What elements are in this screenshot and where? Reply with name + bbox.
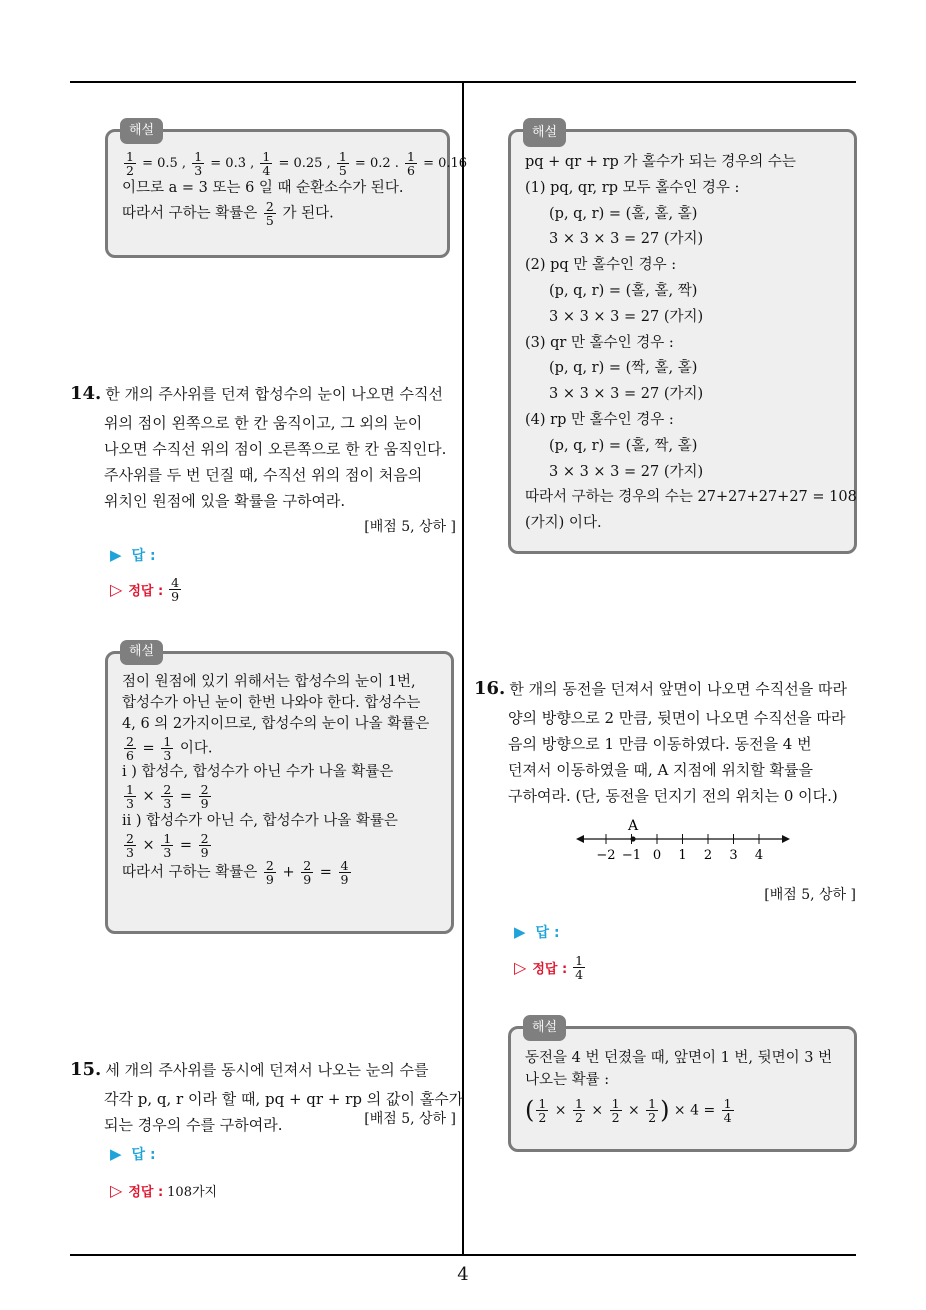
fraction: $\frac{2}{5}$ (265, 198, 274, 228)
number-line-tick-label: 1 (678, 848, 687, 863)
page-number: 4 (457, 1264, 469, 1285)
score-label: [배점 5, 상하 ] (364, 1111, 456, 1127)
solution-line: (p, q, r) = (홀, 짝, 홀) (549, 437, 698, 454)
triangle-icon: ▶ (514, 923, 526, 941)
solution-box-13 (105, 123, 468, 258)
solution-line: $\frac{2}{3}$ × $\frac{1}{3}$ = $\frac{2}{9}$ (126, 830, 209, 860)
solution-line: (p, q, r) = (짝, 홀, 홀) (549, 360, 698, 377)
column-divider (462, 83, 464, 1255)
solution-line: 나오는 확률 : (525, 1072, 610, 1089)
solution-line: (p, q, r) = (홀, 홀, 홀) (549, 205, 698, 222)
solution-line: 합성수가 아닌 눈이 한번 나와야 한다. 합성수는 (122, 695, 421, 712)
question-line: 각각 p, q, r 이라 할 때, pq + qr + rp 의 값이 홀수가 (104, 1089, 464, 1108)
solution-line: (2) pq 만 홀수인 경우 : (525, 257, 677, 274)
solution-tag: 해설 (120, 640, 163, 665)
triangle-icon: ▶ (110, 1145, 122, 1163)
solution-line: (4) rp 만 홀수인 경우 : (525, 411, 674, 428)
solution-line: 3 × 3 × 3 = 27 (가지) (549, 308, 704, 325)
question-line: 주사위를 두 번 던질 때, 수직선 위의 점이 처음의 (104, 466, 423, 484)
correct-answer-14: ▷ 정답 : $\frac{4}{9}$ (110, 575, 180, 605)
question-16 (474, 673, 860, 810)
fraction: $\frac{1}{2}$ (126, 149, 134, 179)
solution-line: 따라서 구하는 경우의 수는 27+27+27+27 = 108 (525, 489, 857, 506)
point-a-marker (630, 836, 635, 841)
number-line-tick-label: 2 (703, 848, 713, 863)
solution-line: 3 × 3 × 3 = 27 (가지) (549, 231, 704, 248)
fraction: $\frac{1}{4}$ (262, 149, 271, 179)
answer-row-14: ▶ 답 : (110, 546, 156, 564)
solution-box-16 (508, 1020, 857, 1152)
solution-line: (가지) 이다. (525, 515, 602, 532)
solution-tag: 해설 (120, 118, 163, 144)
solution-line: 4, 6 의 2가지이므로, 합성수의 눈이 나올 확률은 (122, 716, 430, 733)
score-label: [배점 5, 상하 ] (764, 887, 856, 903)
number-line (576, 815, 792, 865)
question-line: 음의 방향으로 1 만큼 이동하였다. 동전을 4 번 (508, 734, 812, 753)
question-number: 16. (474, 678, 506, 699)
solution-line: i ) 합성수, 합성수가 아닌 수가 나올 확률은 (122, 764, 394, 781)
correct-answer-15: ▷ 정답 : 108가지 (110, 1181, 218, 1200)
score-label: [배점 5, 상하 ] (364, 518, 456, 535)
solution-box-15 (508, 125, 857, 554)
fraction: $\frac{1}{3}$ (194, 149, 203, 179)
solution-line: pq + qr + rp 가 홀수가 되는 경우의 수는 (525, 154, 796, 170)
point-a-label: A (627, 818, 639, 834)
question-line: 위의 점이 왼쪽으로 한 칸 움직이고, 그 외의 눈이 (104, 413, 423, 432)
solution-line: (p, q, r) = (홀, 홀, 짝) (549, 282, 698, 299)
question-line: 구하여라. (단, 동전을 던지기 전의 위치는 0 이다.) (508, 787, 838, 806)
outline-triangle-icon: ▷ (514, 958, 527, 978)
solution-line: 3 × 3 × 3 = 27 (가지) (549, 386, 704, 403)
fraction: $\frac{4}{9}$ (171, 575, 180, 605)
outline-triangle-icon: ▷ (110, 580, 123, 600)
outline-triangle-icon: ▷ (110, 1181, 123, 1200)
question-line: 던져서 이동하였을 때, A 지점에 위치할 확률을 (508, 761, 814, 779)
solution-line: ii ) 합성수가 아닌 수, 합성수가 나올 확률은 (122, 812, 398, 829)
solution-line: $\frac{2}{6}$ = $\frac{1}{3}$ 이다. (126, 734, 213, 764)
triangle-icon: ▶ (110, 546, 122, 564)
answer-row-16: ▶ 답 : (514, 923, 560, 941)
bottom-rule (70, 1254, 856, 1256)
solution-tag: 해설 (523, 118, 566, 147)
question-number: 14. (70, 383, 102, 404)
question-text (70, 378, 456, 515)
fraction: $\frac{1}{4}$ (575, 953, 584, 983)
question-number: 15. (70, 1059, 102, 1080)
question-line: 되는 경우의 수를 구하여라. (104, 1115, 283, 1134)
question-line: 16. 한 개의 동전을 던져서 앞면이 나오면 수직선을 따라 (474, 678, 847, 699)
question-line: 위치인 원점에 있을 확률을 구하여라. (104, 492, 346, 511)
number-line-tick-label: 0 (652, 848, 662, 863)
question-text (474, 673, 860, 810)
answer-row-15: ▶ 답 : (110, 1145, 156, 1163)
number-line-tick-label: −1 (621, 848, 642, 863)
solution-line: ( $\frac{1}{2}$ × $\frac{1}{2}$ × $\frac{1}{2}$ × $\frac{1}{2}$ ) × 4 = $\frac{1}{4}$ (525, 1095, 732, 1126)
solution-line: 동전을 4 번 던졌을 때, 앞면이 1 번, 뒷면이 3 번 (525, 1050, 833, 1066)
solution-line: 이므로 a = 3 또는 6 일 때 순환소수가 된다. (122, 180, 404, 197)
question-line: 15. 세 개의 주사위를 동시에 던져서 나오는 눈의 수를 (70, 1059, 429, 1080)
number-line-tick-label: 3 (729, 848, 738, 863)
number-line-tick-label: −2 (596, 848, 616, 863)
fraction: $\frac{1}{5}$ (338, 149, 347, 179)
solution-line: 점이 원점에 있기 위해서는 합성수의 눈이 1번, (122, 674, 416, 690)
solution-box-14 (105, 644, 454, 934)
question-14 (70, 378, 456, 539)
question-line: 14. 한 개의 주사위를 던져 합성수의 눈이 나오면 수직선 (70, 383, 443, 404)
fraction: $\frac{1}{6}$ (407, 149, 415, 179)
solution-line: $\frac{1}{3}$ × $\frac{2}{3}$ = $\frac{2}{9}$ (126, 782, 209, 812)
solution-line: (3) qr 만 홀수인 경우 : (525, 334, 674, 351)
correct-answer-16: ▷ 정답 : $\frac{1}{4}$ (514, 953, 584, 983)
question-line: 나오면 수직선 위의 점이 오른쪽으로 한 칸 움직인다. (104, 439, 447, 458)
number-line-tick-label: 4 (754, 848, 764, 863)
solution-line: $\frac{1}{2}$ = 0.5 , $\frac{1}{3}$ = 0.3̇ , $\frac{1}{4}$ = 0.25 , $\frac{1}{5}$ = 0.2 . $\frac{1}{6}$ = 0.16̇ (126, 149, 468, 179)
solution-line: 따라서 구하는 확률은 $\frac{2}{5}$ 가 된다. (122, 198, 334, 228)
solution-line: (1) pq, qr, rp 모두 홀수인 경우 : (525, 179, 740, 196)
solution-line: 따라서 구하는 확률은 $\frac{2}{9}$ + $\frac{2}{9}$ = $\frac{4}{9}$ (122, 857, 349, 887)
question-line: 양의 방향으로 2 만큼, 뒷면이 나오면 수직선을 따라 (508, 708, 846, 727)
solution-tag: 해설 (523, 1015, 566, 1041)
solution-line: 3 × 3 × 3 = 27 (가지) (549, 463, 704, 480)
